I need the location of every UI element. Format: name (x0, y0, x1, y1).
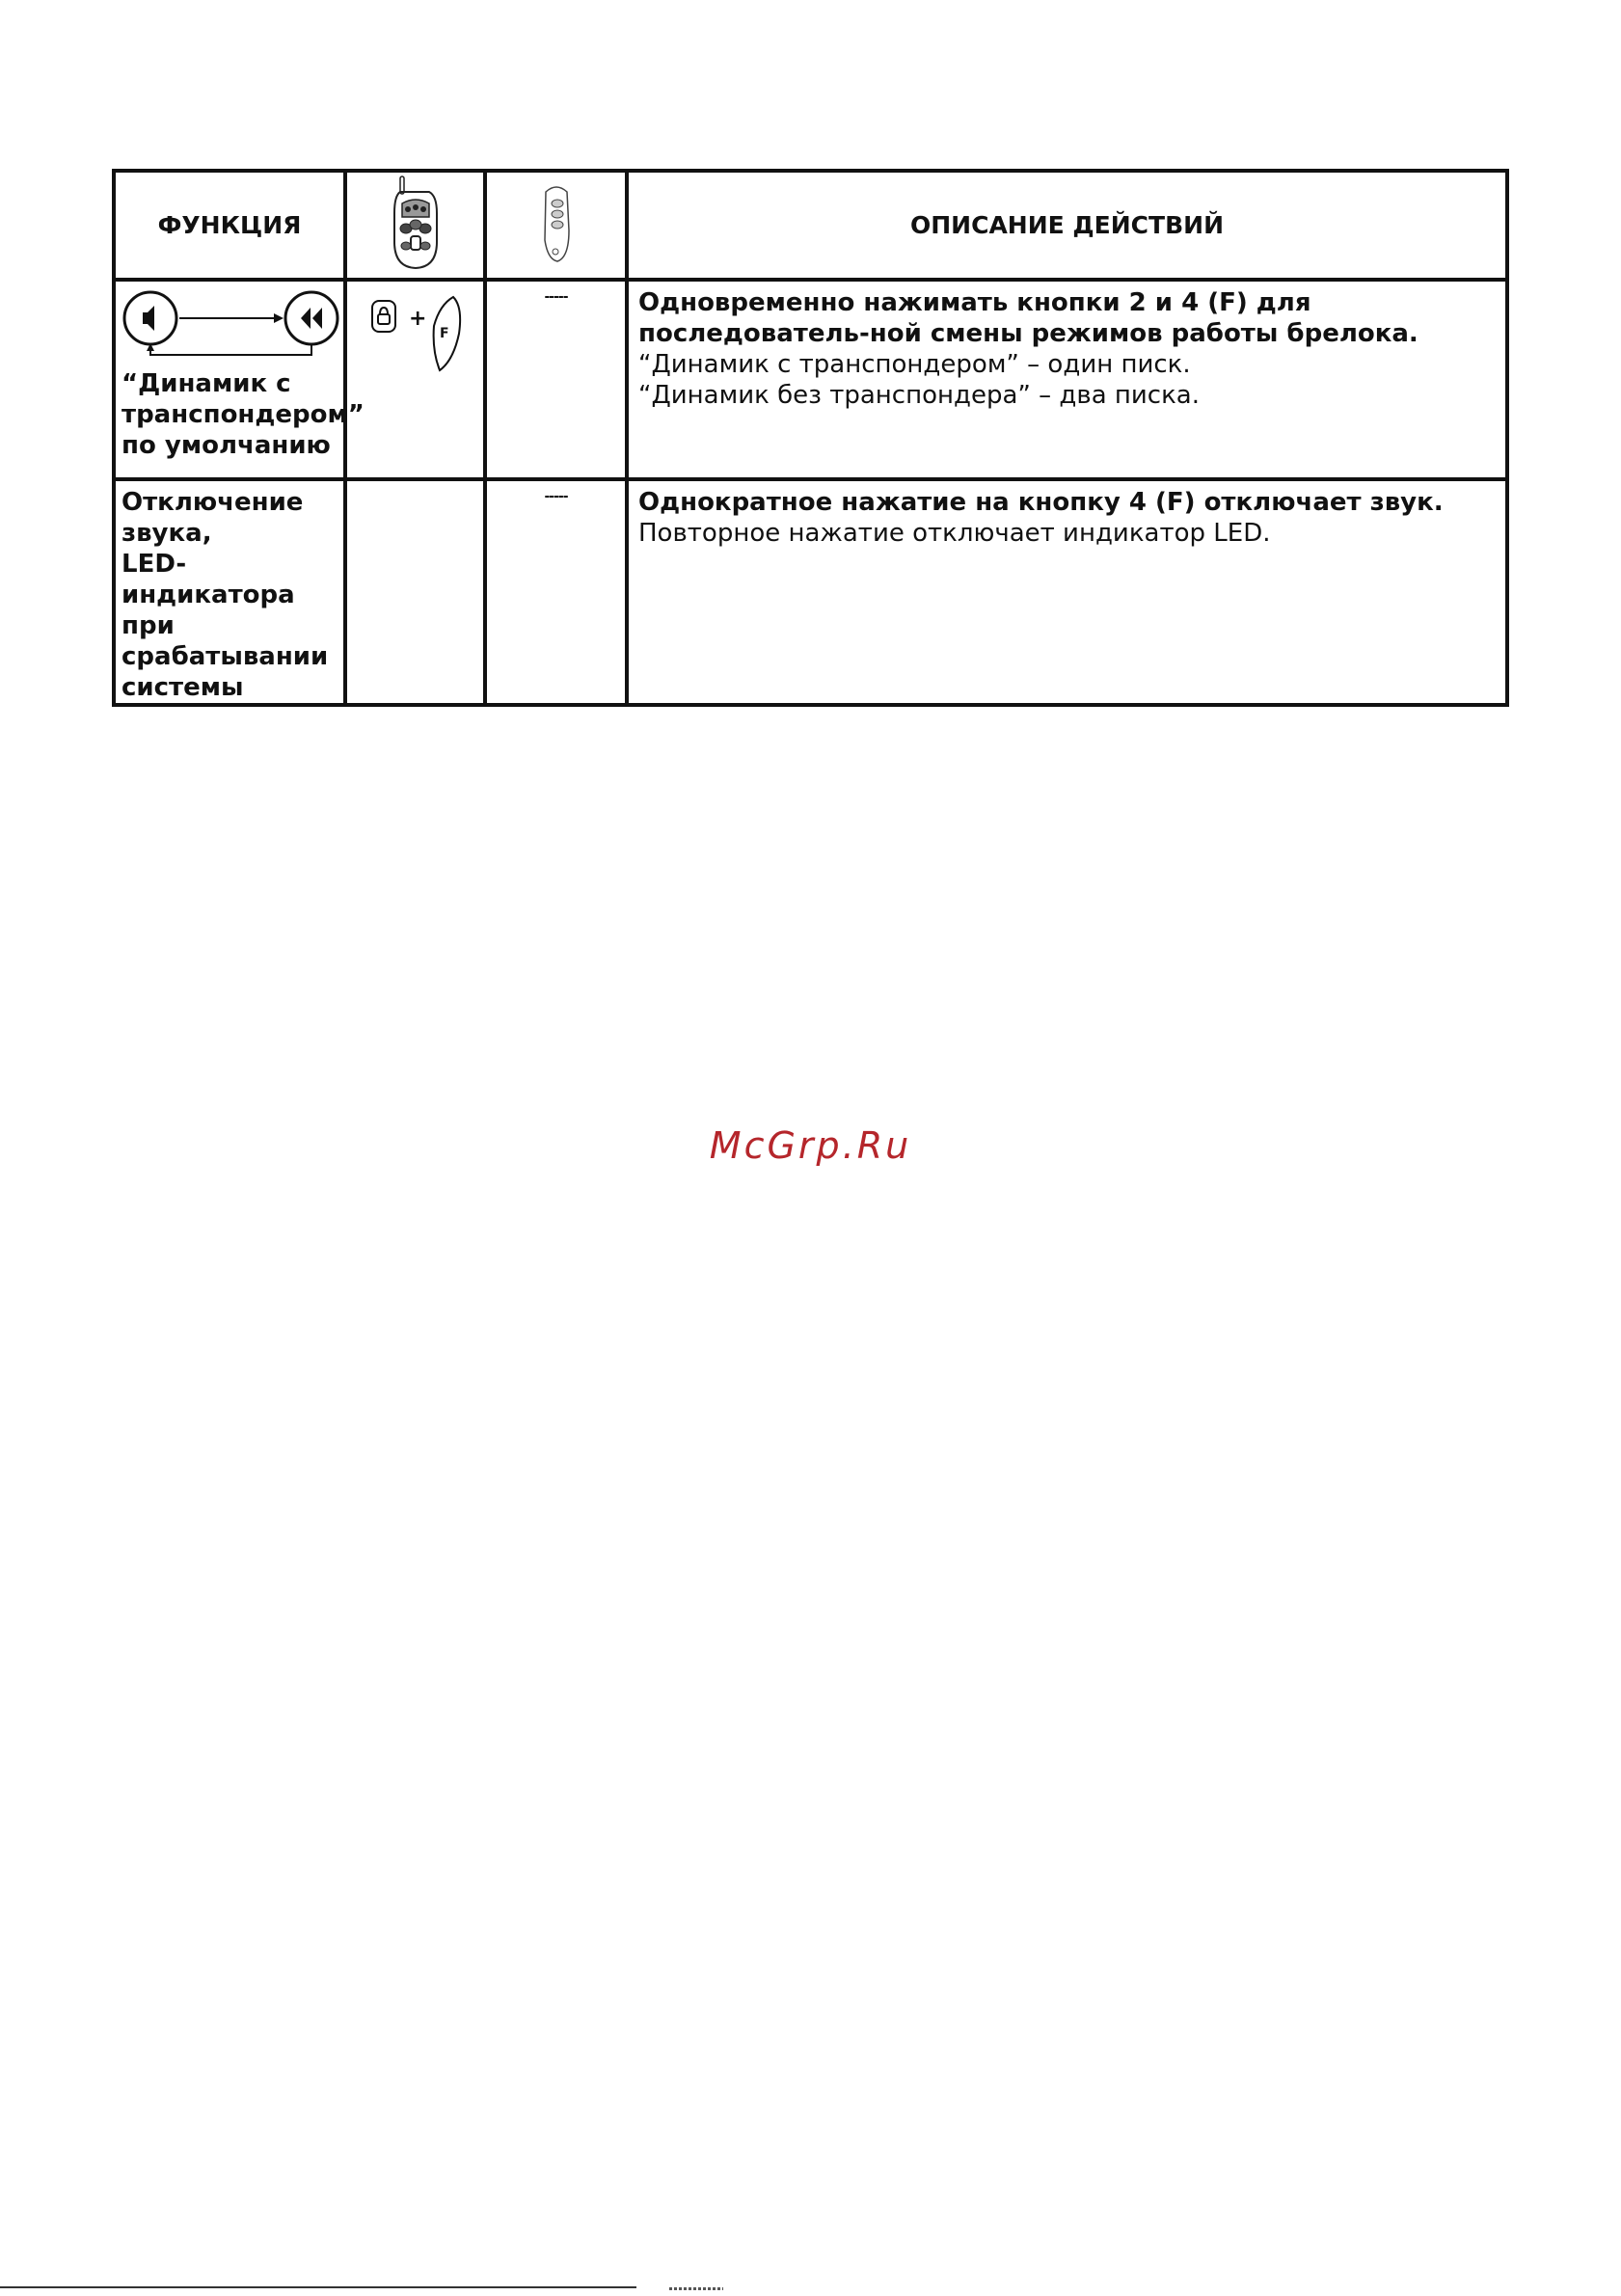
button-2-plus-button-f-icon (347, 282, 483, 376)
one-way-remote-cell (485, 280, 627, 479)
one-way-remote-icon (487, 182, 625, 269)
description-line: “Динамик с транспондером” – один писк. (638, 350, 1191, 379)
bottom-mark (669, 2287, 723, 2290)
header-description: ОПИСАНИЕ ДЕЙСТВИЙ (627, 171, 1507, 280)
function-table (112, 169, 1509, 707)
header-function: ФУНКЦИЯ (114, 171, 345, 280)
plus-sign: + (408, 307, 426, 331)
speaker-mode-diagram-icon (122, 287, 338, 368)
description-line: Повторное нажатие отключает индикатор LED. (638, 519, 1271, 548)
two-way-remote-cell (345, 280, 485, 479)
table-row (114, 479, 1507, 705)
function-label: Отключение звука, LED-индикатора при срабатывании системы (122, 488, 329, 702)
two-way-remote-icon (347, 175, 483, 277)
bottom-rule (0, 2286, 636, 2288)
description-bold: Однократное нажатие на кнопку 4 (F) отключает звук. (638, 488, 1444, 517)
table-row (114, 280, 1507, 479)
two-way-remote-cell (345, 479, 485, 705)
description-line: “Динамик без транспондера” – два писка. (638, 381, 1200, 410)
button-f-label: F (439, 326, 449, 341)
function-cell (114, 280, 365, 479)
description-bold: Одновременно нажимать кнопки 2 и 4 (F) для последователь-ной смены режимов работы брелока. (638, 288, 1418, 348)
watermark: McGrp.Ru (709, 1124, 912, 1167)
function-cell (114, 479, 345, 705)
one-way-remote-cell (485, 479, 627, 705)
header-one-way-remote (485, 171, 627, 280)
description-cell (627, 280, 1507, 479)
description-cell (627, 479, 1507, 705)
not-available-dash: ----- (544, 489, 568, 504)
header-two-way-remote (345, 171, 485, 280)
table-header-row (114, 171, 1507, 280)
function-label: “Динамик с транспондером” по умолчанию (122, 369, 365, 460)
not-available-dash: ----- (544, 289, 568, 305)
